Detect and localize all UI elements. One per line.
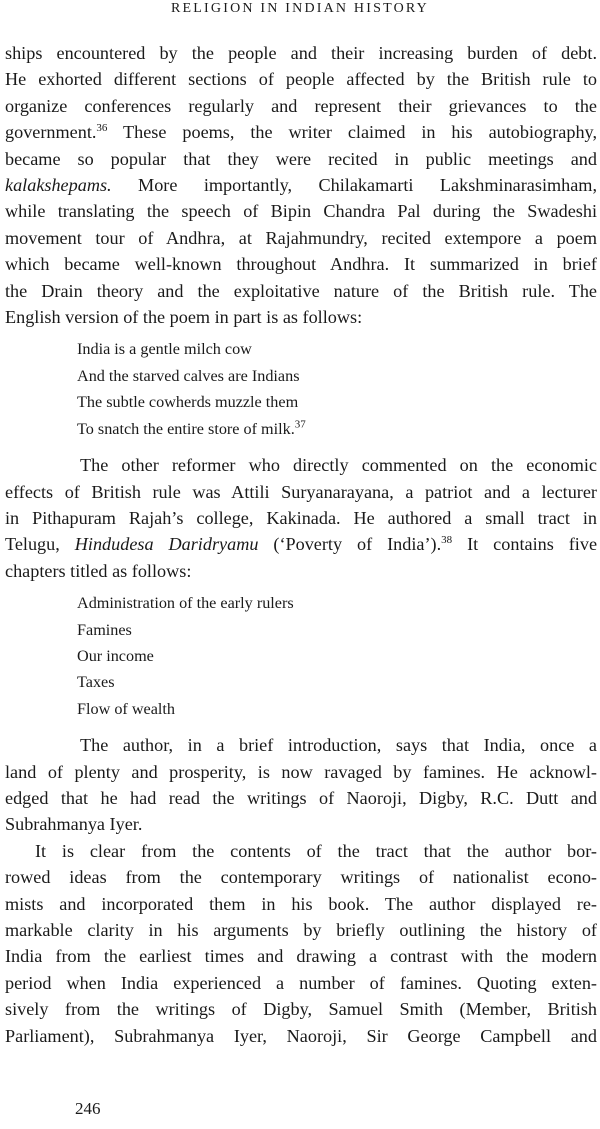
text-line: Parliament), Subrahmanya Iyer, Naoroji, Sir George Campbell and xyxy=(5,1025,597,1046)
text-line: English version of the poem in part is as follows: xyxy=(5,307,363,328)
paragraph-2 xyxy=(5,452,597,584)
chapter-list xyxy=(5,590,597,722)
text-fragment: More importantly, Chilakamarti Lakshminarasimham, xyxy=(111,175,597,196)
footnote-ref-37: 37 xyxy=(294,418,306,431)
paragraph-3 xyxy=(5,732,597,838)
text-line: which became well-known throughout Andhra. It summarized in brief xyxy=(5,254,597,275)
chapter-item: Administration of the early rulers xyxy=(77,594,294,613)
text-line: Subrahmanya Iyer. xyxy=(5,814,143,835)
chapter-item: Our income xyxy=(77,646,154,665)
text-fragment: It contains five xyxy=(452,534,598,555)
text-fragment: These poems, the writer claimed in his autobiography, xyxy=(107,122,597,143)
poem-line: India is a gentle milch cow xyxy=(77,340,252,359)
italic-term: kalakshepams. xyxy=(5,175,112,196)
poem-line: And the starved calves are Indians xyxy=(77,366,300,385)
text-line: It is clear from the contents of the tract that the author bor- xyxy=(35,840,597,861)
chapter-item: Famines xyxy=(77,620,132,639)
text-line: land of plenty and prosperity, is now ravaged by famines. He acknowl- xyxy=(5,761,597,782)
text-line: edged that he had read the writings of Naoroji, Digby, R.C. Dutt and xyxy=(5,787,597,808)
running-head: RELIGION IN INDIAN HISTORY xyxy=(171,1,429,16)
page-number: 246 xyxy=(75,1099,101,1118)
text-line: The other reformer who directly commented on the economic xyxy=(80,455,597,476)
text-line: markable clarity in his arguments by briefly outlining the history of xyxy=(5,920,597,940)
text-line: in Pithapuram Rajah’s college, Kakinada. He authored a small tract in xyxy=(5,507,597,528)
poem-line xyxy=(5,416,597,442)
text-line: movement tour of Andhra, at Rajahmundry, recited extempore a poem xyxy=(5,227,597,248)
chapter-item: Taxes xyxy=(77,673,115,692)
text-line: rowed ideas from the contemporary writings of nationalist econo- xyxy=(5,867,597,888)
text-line: period when India experienced a number of famines. Quoting exten- xyxy=(5,972,597,993)
text-line: organize conferences regularly and represent their grievances to the xyxy=(5,95,597,116)
chapter-item: Flow of wealth xyxy=(77,699,176,718)
text-line: sively from the writings of Digby, Samuel Smith (Member, British xyxy=(5,999,597,1020)
text-line: chapters titled as follows: xyxy=(5,560,192,581)
text-line: He exhorted different sections of people affected by the British rule to xyxy=(5,69,597,90)
text-line xyxy=(5,531,597,557)
poem-block xyxy=(5,336,597,442)
body-text xyxy=(5,40,597,1049)
text-line: ships encountered by the people and their increasing burden of debt. xyxy=(5,43,597,63)
text-line: effects of British rule was Attili Suryanarayana, a patriot and a lecturer xyxy=(5,481,597,502)
text-fragment: government. xyxy=(5,122,97,143)
text-line: the Drain theory and the exploitative nature of the British rule. The xyxy=(5,280,597,301)
text-line: The author, in a brief introduction, says that India, once a xyxy=(80,735,597,756)
poem-line: The subtle cowherds muzzle them xyxy=(77,393,299,412)
text-line: became so popular that they were recited in public meetings and xyxy=(5,148,597,169)
text-line xyxy=(5,119,597,145)
poem-text: To snatch the entire store of milk. xyxy=(77,419,295,438)
text-fragment: Telugu, xyxy=(5,534,75,555)
text-line xyxy=(5,172,597,198)
paragraph-1 xyxy=(5,40,597,330)
footnote-ref-36: 36 xyxy=(96,122,108,135)
text-line: while translating the speech of Bipin Chandra Pal during the Swadeshi xyxy=(5,201,597,222)
text-line: India from the earliest times and drawing a contrast with the modern xyxy=(5,946,597,967)
italic-title: Hindudesa Daridryamu xyxy=(74,534,259,555)
text-fragment: (‘Poverty of India’). xyxy=(258,534,442,555)
paragraph-4 xyxy=(5,838,597,1049)
text-line: mists and incorporated them in his book. The author displayed re- xyxy=(5,893,597,914)
footnote-ref-38: 38 xyxy=(441,534,453,547)
